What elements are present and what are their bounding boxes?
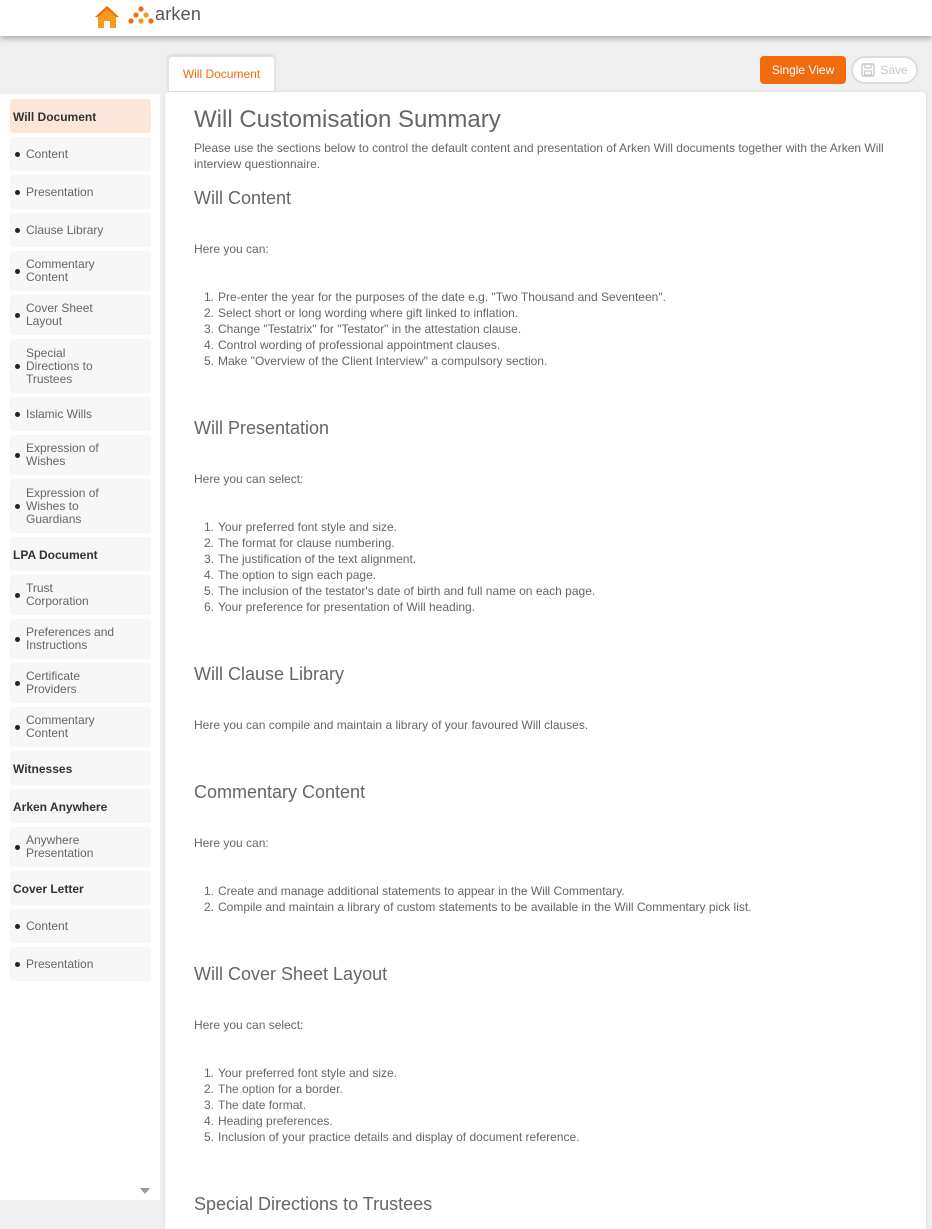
sidebar-item-label: Commentary Content	[26, 713, 95, 740]
section-heading: Will Content	[194, 188, 292, 208]
save-label: Save	[880, 63, 908, 77]
sidebar-item-label: Certificate Providers	[26, 669, 81, 696]
list-item: 5. Inclusion of your practice details and display of document reference.	[203, 1130, 580, 1144]
home-icon[interactable]	[93, 4, 121, 30]
section-heading: Will Presentation	[194, 418, 330, 438]
section-list	[194, 883, 752, 915]
top-bar	[0, 0, 932, 36]
sidebar-item-label: Expression of Wishes	[26, 441, 99, 468]
save-button[interactable]	[851, 56, 918, 84]
sidebar-item-label: Cover Letter	[13, 882, 84, 896]
tab-will-document[interactable]: Will Document	[168, 56, 275, 91]
list-item: 4. The option to sign each page.	[203, 568, 377, 582]
sidebar-header-lpa-document[interactable]	[10, 537, 151, 571]
bullet-icon	[15, 962, 20, 967]
main-content	[165, 92, 926, 1229]
bullet-icon	[15, 725, 20, 730]
sidebar-item-label: Expression of Wishes to Guardians	[26, 485, 99, 526]
sidebar-header-witnesses[interactable]	[10, 751, 151, 785]
sidebar-item-label: Presentation	[26, 184, 94, 199]
sidebar-item-cover-letter-content[interactable]	[10, 909, 151, 943]
list-item: 3. Change "Testatrix" for "Testator" in the attestation clause.	[203, 322, 522, 336]
bullet-icon	[15, 412, 20, 417]
bullet-icon	[15, 228, 20, 233]
bullet-icon	[15, 269, 20, 274]
bullet-icon	[15, 845, 20, 850]
sidebar-item-label: Arken Anywhere	[13, 800, 108, 814]
bullet-icon	[15, 593, 20, 598]
sidebar-item-label: Commentary Content	[26, 257, 95, 284]
list-item: 5. Make "Overview of the Client Interview" a compulsory section.	[203, 354, 548, 368]
single-view-button[interactable]: Single View	[760, 56, 846, 84]
bullet-icon	[15, 924, 20, 929]
sidebar-item-label: LPA Document	[13, 548, 98, 562]
sidebar-item-will-presentation[interactable]	[10, 175, 151, 209]
sidebar-item-expression-of-wishes[interactable]	[10, 435, 151, 475]
bullet-icon	[15, 364, 20, 369]
page-title: Will Customisation Summary	[194, 106, 501, 133]
bullet-icon	[15, 313, 20, 318]
sidebar-item-cover-sheet-layout[interactable]	[10, 295, 151, 335]
sidebar-item-label: Anywhere Presentation	[26, 833, 94, 860]
section-heading: Special Directions to Trustees	[194, 1194, 433, 1214]
sidebar-item-preferences-and-instructions[interactable]	[10, 619, 151, 659]
sidebar-item-will-commentary-content[interactable]	[10, 251, 151, 291]
sidebar-item-cover-letter-presentation[interactable]	[10, 947, 151, 981]
sidebar-item-anywhere-presentation[interactable]	[10, 827, 151, 867]
section-heading: Will Clause Library	[194, 664, 345, 684]
section-lead: Here you can compile and maintain a library of your favoured Will clauses.	[194, 718, 589, 732]
sidebar-item-lpa-commentary-content[interactable]	[10, 707, 151, 747]
sidebar-item-label: Islamic Wills	[26, 406, 92, 421]
list-item: 2. The option for a border.	[203, 1082, 343, 1096]
sidebar-item-islamic-wills[interactable]	[10, 397, 151, 431]
floppy-disk-icon	[861, 63, 875, 77]
list-item: 2. The format for clause numbering.	[203, 536, 395, 550]
arken-logo[interactable]	[128, 4, 201, 28]
section-list	[194, 1065, 580, 1145]
sidebar-item-label: Cover Sheet Layout	[26, 301, 93, 328]
sidebar-item-label: Presentation	[26, 956, 94, 971]
sidebar-item-label: Preferences and Instructions	[26, 625, 115, 652]
sidebar-header-arken-anywhere[interactable]	[10, 789, 151, 823]
sidebar-item-label: Clause Library	[26, 222, 104, 237]
list-item: 1. Your preferred font style and size.	[203, 1066, 397, 1080]
sidebar-item-clause-library[interactable]	[10, 213, 151, 247]
list-item: 2. Compile and maintain a library of custom statements to be available in the Will Commentary pick list.	[203, 900, 752, 914]
sidebar-header-cover-letter[interactable]	[10, 871, 151, 905]
sidebar-item-label: Content	[26, 918, 69, 933]
section-lead: Here you can:	[194, 836, 269, 850]
bullet-icon	[15, 504, 20, 509]
sidebar-item-label: Will Document	[13, 110, 97, 124]
sidebar-header-will-document[interactable]	[10, 99, 151, 133]
sidebar-item-trust-corporation[interactable]	[10, 575, 151, 615]
list-item: 3. The date format.	[203, 1098, 307, 1112]
logo-text: arken	[155, 3, 202, 24]
bullet-icon	[15, 681, 20, 686]
bullet-icon	[15, 190, 20, 195]
section-lead: Here you can:	[194, 242, 269, 256]
list-item: 6. Your preference for presentation of Will heading.	[203, 600, 476, 614]
section-lead: Here you can select:	[194, 1018, 304, 1032]
sidebar-item-label: Content	[26, 146, 69, 161]
section-lead: Here you can select:	[194, 472, 304, 486]
list-item: 1. Pre-enter the year for the purposes of the date e.g. "Two Thousand and Seventeen".	[203, 290, 666, 304]
section-heading: Will Cover Sheet Layout	[194, 964, 388, 984]
sidebar-item-label: Witnesses	[13, 762, 73, 776]
sidebar-item-expression-of-wishes-guardians[interactable]	[10, 479, 151, 533]
list-item: 5. The inclusion of the testator's date of birth and full name on each page.	[203, 584, 596, 598]
intro-text: Please use the sections below to control the default content and presentation of Arken Will documents together with the Arken Will interview questionnaire.	[194, 141, 884, 171]
list-item: 4. Heading preferences.	[203, 1114, 333, 1128]
sidebar-item-will-content[interactable]	[10, 137, 151, 171]
bullet-icon	[15, 453, 20, 458]
bullet-icon	[15, 637, 20, 642]
section-list	[194, 519, 595, 615]
section-heading: Commentary Content	[194, 782, 366, 802]
list-item: 4. Control wording of professional appointment clauses.	[203, 338, 501, 352]
sidebar-scroll-down-icon[interactable]	[140, 1188, 150, 1194]
section-list	[194, 289, 666, 369]
bullet-icon	[15, 152, 20, 157]
sidebar	[0, 94, 160, 1200]
sidebar-item-certificate-providers[interactable]	[10, 663, 151, 703]
list-item: 2. Select short or long wording where gift linked to inflation.	[203, 306, 519, 320]
arken-logo-mark-icon	[128, 5, 154, 27]
list-item: 1. Create and manage additional statements to appear in the Will Commentary.	[203, 884, 625, 898]
sidebar-item-label: Trust Corporation	[26, 581, 89, 608]
list-item: 1. Your preferred font style and size.	[203, 520, 397, 534]
sidebar-item-label: Special Directions to Trustees	[26, 345, 93, 386]
sidebar-item-special-directions[interactable]	[10, 339, 151, 393]
list-item: 3. The justification of the text alignment.	[203, 552, 417, 566]
